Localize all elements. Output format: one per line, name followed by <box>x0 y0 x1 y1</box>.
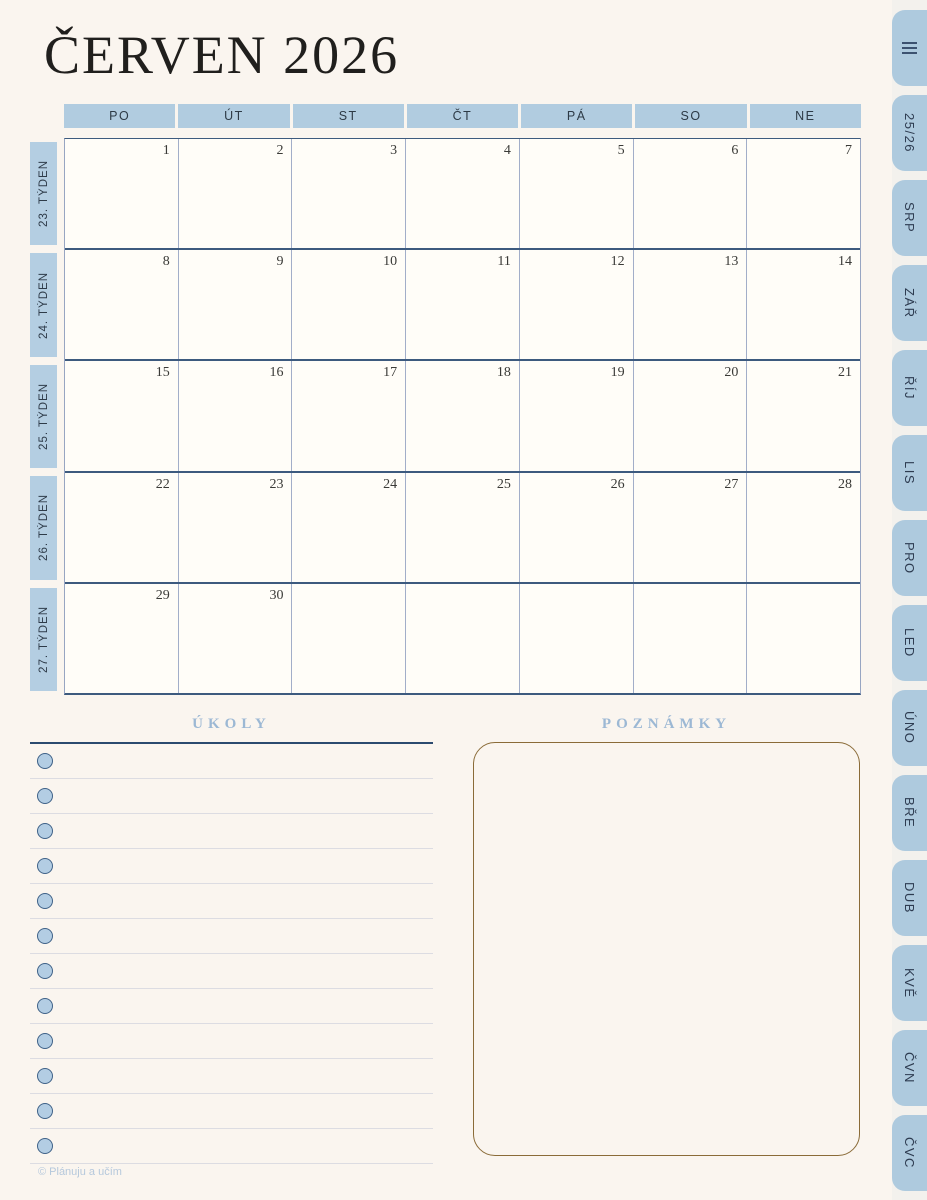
calendar-day-cell <box>65 250 178 359</box>
calendar-day-cell <box>178 473 292 582</box>
task-row[interactable] <box>30 849 433 884</box>
sidebar-tab-dub[interactable] <box>892 860 927 936</box>
copyright-text: © Plánuju a učím <box>38 1166 122 1178</box>
calendar-day-cell <box>746 473 860 582</box>
calendar-day-cell <box>633 584 747 693</box>
task-checkbox-circle[interactable] <box>37 928 53 944</box>
week-label-27-tyden <box>30 588 57 691</box>
calendar-day-cell <box>291 139 405 248</box>
day-number: 11 <box>497 254 511 270</box>
week-label-text: 24. TÝDEN <box>37 271 50 339</box>
day-number: 21 <box>838 365 853 381</box>
calendar-day-cell <box>178 584 292 693</box>
day-number: 6 <box>731 143 739 158</box>
calendar-week-row <box>65 248 860 359</box>
day-number: 8 <box>162 254 170 270</box>
day-number: 18 <box>496 365 511 381</box>
calendar-day-cell <box>519 250 633 359</box>
week-label-23-tyden <box>30 142 57 245</box>
sidebar-tab-label: ČVC <box>902 1137 917 1169</box>
calendar-day-cell <box>746 250 860 359</box>
week-label-slot <box>30 584 57 695</box>
notes-box[interactable] <box>473 742 860 1156</box>
task-checkbox-circle[interactable] <box>37 753 53 769</box>
sidebar-tab-zar[interactable] <box>892 265 927 341</box>
task-row[interactable] <box>30 989 433 1024</box>
calendar-day-cell <box>633 361 747 470</box>
week-label-text: 23. TÝDEN <box>37 160 50 228</box>
day-header-ct: ČT <box>407 104 518 128</box>
week-label-slot <box>30 472 57 583</box>
day-header-pa: PÁ <box>521 104 632 128</box>
sidebar-tabs <box>892 0 927 1200</box>
day-number: 17 <box>383 365 398 381</box>
calendar-day-cell <box>633 250 747 359</box>
sidebar-tab-label: PRO <box>902 541 917 575</box>
calendar-day-cell <box>746 139 860 248</box>
week-label-text: 26. TÝDEN <box>37 494 50 562</box>
day-header-po: PO <box>64 104 175 128</box>
week-label-text: 25. TÝDEN <box>37 383 50 450</box>
calendar-day-cell <box>178 361 292 470</box>
menu-tab[interactable] <box>892 10 927 86</box>
day-header-ut: ÚT <box>178 104 289 128</box>
week-label-24-tyden <box>30 253 57 356</box>
day-number: 20 <box>724 365 739 381</box>
calendar-day-header-row <box>64 104 861 128</box>
task-checkbox-circle[interactable] <box>37 963 53 979</box>
calendar-day-cell <box>519 139 633 248</box>
day-number: 13 <box>724 254 739 270</box>
task-row[interactable] <box>30 1059 433 1094</box>
calendar-day-cell <box>405 250 519 359</box>
day-number: 7 <box>845 143 853 158</box>
day-number: 5 <box>617 143 625 158</box>
day-header-st: ST <box>293 104 404 128</box>
sidebar-tab-cvc[interactable] <box>892 1115 927 1191</box>
sidebar-tab-25-26[interactable] <box>892 95 927 171</box>
sidebar-tab-label: ÚNO <box>902 711 917 745</box>
task-checkbox-circle[interactable] <box>37 998 53 1014</box>
day-number: 4 <box>503 143 511 158</box>
day-header-ne: NE <box>750 104 861 128</box>
calendar-day-cell <box>519 584 633 693</box>
hamburger-menu-icon <box>902 42 917 54</box>
day-number: 1 <box>162 143 170 158</box>
tasks-list <box>30 744 433 1164</box>
day-number: 9 <box>276 254 284 270</box>
task-checkbox-circle[interactable] <box>37 823 53 839</box>
calendar-day-cell <box>291 584 405 693</box>
task-checkbox-circle[interactable] <box>37 1103 53 1119</box>
day-number: 25 <box>496 476 511 492</box>
task-row[interactable] <box>30 919 433 954</box>
day-number: 23 <box>269 476 284 492</box>
task-row[interactable] <box>30 1094 433 1129</box>
week-label-25-tyden <box>30 365 57 468</box>
sidebar-tab-led[interactable] <box>892 605 927 681</box>
sidebar-tab-kve[interactable] <box>892 945 927 1021</box>
day-number: 16 <box>269 365 284 381</box>
calendar-day-cell <box>746 584 860 693</box>
day-number: 14 <box>838 254 853 270</box>
calendar-day-cell <box>291 250 405 359</box>
sidebar-tab-label: ČVN <box>902 1052 917 1084</box>
week-label-26-tyden <box>30 476 57 579</box>
calendar-day-cell <box>519 473 633 582</box>
week-labels-column <box>30 138 57 695</box>
tasks-header <box>30 716 433 744</box>
day-number: 2 <box>276 143 284 158</box>
day-number: 12 <box>610 254 625 270</box>
tasks-section <box>30 716 433 1164</box>
calendar-day-cell <box>178 250 292 359</box>
calendar-day-cell <box>65 361 178 470</box>
day-number: 30 <box>269 587 284 603</box>
week-label-text: 27. TÝDEN <box>37 605 50 673</box>
calendar-day-cell <box>291 473 405 582</box>
page-title: ČERVEN 2026 <box>44 25 400 85</box>
calendar-day-cell <box>291 361 405 470</box>
calendar-day-cell <box>178 139 292 248</box>
day-number: 26 <box>610 476 625 492</box>
day-number: 28 <box>838 476 853 492</box>
sidebar-tab-label: ZÁŘ <box>902 287 917 319</box>
calendar-day-cell <box>633 473 747 582</box>
sidebar-tab-lis[interactable] <box>892 435 927 511</box>
calendar-day-cell <box>405 139 519 248</box>
task-row[interactable] <box>30 884 433 919</box>
task-checkbox-circle[interactable] <box>37 1033 53 1049</box>
calendar-week-row <box>65 471 860 582</box>
day-number: 19 <box>610 365 625 381</box>
sidebar-tab-srp[interactable] <box>892 180 927 256</box>
task-checkbox-circle[interactable] <box>37 893 53 909</box>
calendar-week-row <box>65 139 860 248</box>
week-label-slot <box>30 249 57 360</box>
day-number: 3 <box>390 143 398 158</box>
sidebar-tab-label: SRP <box>902 202 917 234</box>
notes-section <box>473 716 860 1156</box>
calendar-day-cell <box>405 584 519 693</box>
day-number: 24 <box>383 476 398 492</box>
task-checkbox-circle[interactable] <box>37 788 53 804</box>
sidebar-tab-cvn[interactable] <box>892 1030 927 1106</box>
tasks-title: ÚKOLY <box>192 716 271 732</box>
sidebar-tab-label: KVĚ <box>902 967 917 999</box>
calendar-day-cell <box>405 361 519 470</box>
calendar-week-row <box>65 582 860 693</box>
calendar-week-row <box>65 359 860 470</box>
calendar-day-cell <box>65 139 178 248</box>
day-header-so: SO <box>635 104 746 128</box>
task-row[interactable] <box>30 1129 433 1164</box>
sidebar-tab-label: LIS <box>902 460 917 485</box>
week-label-slot <box>30 361 57 472</box>
day-number: 15 <box>155 365 170 381</box>
calendar-day-cell <box>519 361 633 470</box>
task-row[interactable] <box>30 744 433 779</box>
notes-title: POZNÁMKY <box>601 716 732 732</box>
sidebar-tab-label: LED <box>902 628 917 658</box>
task-row[interactable] <box>30 814 433 849</box>
sidebar-tab-label: ŘÍJ <box>902 376 917 400</box>
task-row[interactable] <box>30 954 433 989</box>
day-number: 10 <box>383 254 398 270</box>
week-label-slot <box>30 138 57 249</box>
day-number: 29 <box>155 587 170 603</box>
sidebar-tab-label: DUB <box>902 882 917 914</box>
day-number: 22 <box>155 476 170 492</box>
calendar-day-cell <box>746 361 860 470</box>
calendar-day-cell <box>633 139 747 248</box>
task-row[interactable] <box>30 1024 433 1059</box>
calendar-day-cell <box>65 473 178 582</box>
task-row[interactable] <box>30 779 433 814</box>
sidebar-tab-label: 25/26 <box>902 112 917 154</box>
sidebar-tab-uno[interactable] <box>892 690 927 766</box>
task-checkbox-circle[interactable] <box>37 858 53 874</box>
task-checkbox-circle[interactable] <box>37 1138 53 1154</box>
day-number: 27 <box>724 476 739 492</box>
calendar-day-cell <box>405 473 519 582</box>
sidebar-tab-label: BŘE <box>902 797 917 829</box>
sidebar-tab-bre[interactable] <box>892 775 927 851</box>
calendar-day-cell <box>65 584 178 693</box>
calendar-grid <box>64 138 861 695</box>
sidebar-tab-rij[interactable] <box>892 350 927 426</box>
task-checkbox-circle[interactable] <box>37 1068 53 1084</box>
sidebar-tab-pro[interactable] <box>892 520 927 596</box>
